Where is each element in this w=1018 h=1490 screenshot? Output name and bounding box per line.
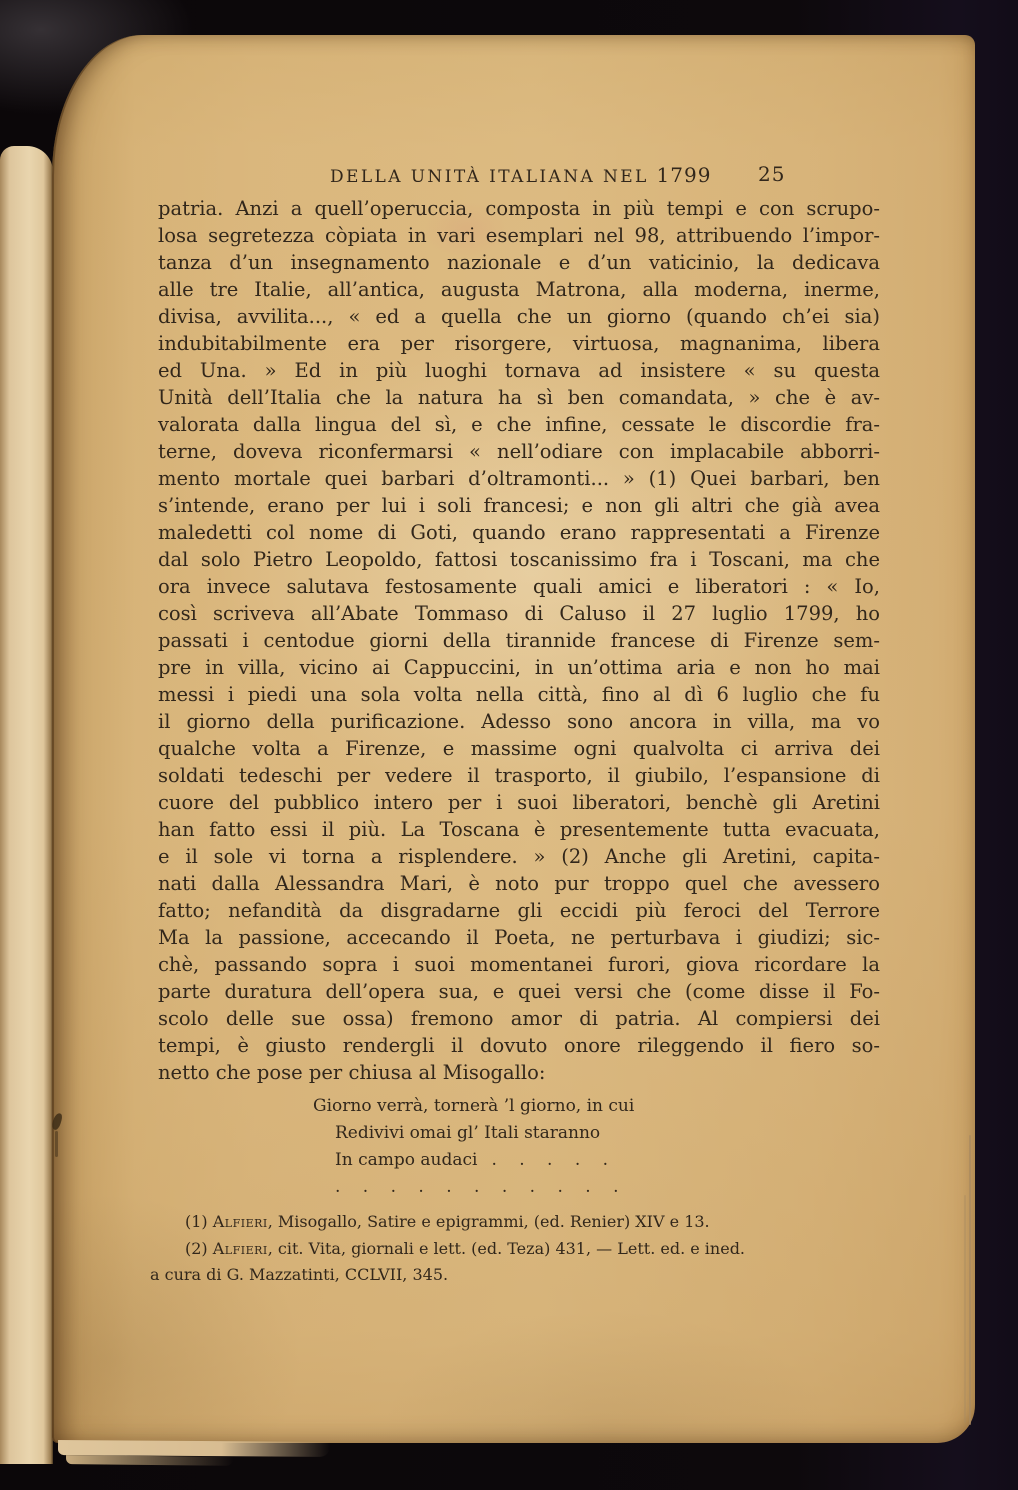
text-segment: valorata dalla lingua del	[158, 413, 435, 436]
text-line	[158, 762, 880, 789]
text-line	[335, 1147, 880, 1174]
text-line	[158, 276, 880, 303]
text-segment: passati i centodue giorni della tirannide francese di Firenze sem-	[158, 629, 880, 652]
main-paragraph	[158, 195, 880, 1086]
italic-text: Lett. ed. e ined.	[617, 1238, 746, 1258]
text-segment: )	[386, 1007, 411, 1030]
italic-text: inerme	[804, 278, 874, 301]
text-segment: nati dalla Alessandra Mari, è noto pur troppo quel che avessero	[158, 872, 880, 895]
text-line	[335, 1174, 880, 1201]
text-segment: , cit.	[267, 1238, 309, 1258]
text-segment: indubitabilmente	[158, 332, 348, 355]
text-segment: , ben	[823, 467, 880, 490]
text-line	[158, 1005, 880, 1032]
italic-text: Goti	[410, 521, 452, 544]
page-stack-edge-line	[964, 1195, 966, 1423]
page-stack-edge-line	[969, 1135, 971, 1425]
text-segment: (ed. Teza) 431, —	[466, 1238, 618, 1258]
text-segment: mento mortale quei barbari d’oltramonti... » (1)	[158, 467, 691, 490]
text-segment: così scriveva all’Abate Tommaso di Caluso il 27 luglio 1799, ho	[158, 602, 880, 625]
text-line	[158, 816, 880, 843]
italic-text: Misogallo:	[442, 1061, 546, 1084]
text-segment: In campo audaci	[335, 1150, 478, 1170]
text-segment: , e che infine, cessate le discordie fra-	[450, 413, 880, 436]
text-segment: Giorno verrà, tornerà ’l giorno, in cui	[313, 1096, 635, 1116]
footnotes-block	[150, 1209, 910, 1289]
text-segment: , « ed a quella che un giorno (quando ch’ei sia)	[327, 305, 880, 328]
text-segment: scolo delle	[158, 1007, 292, 1030]
page-number: 25	[758, 162, 786, 186]
text-line	[158, 411, 880, 438]
text-segment: dal solo Pietro Leopoldo, fattosi toscanissimo fra i Toscani, ma che	[158, 548, 880, 571]
text-line	[158, 465, 880, 492]
italic-text: Terrore	[805, 899, 880, 922]
text-segment: ,	[267, 1212, 278, 1231]
running-header-title	[330, 163, 711, 187]
page-edge-stack	[66, 1455, 234, 1466]
text-segment: , (ed. Renier) XIV e 13.	[523, 1212, 710, 1231]
text-segment: tempi, è giusto rendergli il dovuto onore rileggendo il fiero so-	[158, 1034, 880, 1057]
text-segment: . Al compiersi dei	[674, 1007, 881, 1030]
text-line	[158, 681, 880, 708]
text-line	[158, 492, 880, 519]
text-segment: e d’un vaticinio, la dedicava	[541, 251, 880, 274]
italic-text: sì	[434, 413, 451, 436]
text-line	[158, 1059, 880, 1086]
text-line	[158, 330, 880, 357]
text-line	[150, 1209, 910, 1236]
text-line	[158, 897, 880, 924]
text-line	[158, 303, 880, 330]
text-segment: , all’antica,	[305, 278, 441, 301]
text-segment: , quando erano rappresentati a Firenze	[451, 521, 880, 544]
header-year: 1799	[656, 163, 712, 187]
text-line	[158, 222, 880, 249]
text-segment: Ma la passione, accecando il Poeta, ne perturbava i giudizi; sic-	[158, 926, 880, 949]
text-segment: pre in villa, vicino ai Cappuccini, in un’ottima aria e non ho mai	[158, 656, 880, 679]
text-line	[158, 870, 880, 897]
text-segment: cuore del pubblico intero per i suoi liberatori, benchè gli Aretini	[158, 791, 880, 814]
text-segment: netto che pose per chiusa al	[158, 1061, 443, 1084]
text-segment: parte duratura dell’opera sua, e quei versi che (come disse il Fo-	[158, 980, 880, 1003]
text-segment: han fatto essi il più. La Toscana è presentemente tutta evacuata,	[158, 818, 880, 841]
book-page	[52, 35, 975, 1443]
italic-text: fremono amor di patria	[410, 1007, 675, 1030]
text-segment: maledetti col nome di	[158, 521, 411, 544]
text-line	[158, 843, 880, 870]
text-line	[158, 546, 880, 573]
text-segment: ed Una. » Ed in più luoghi tornava ad insistere « su questa	[158, 359, 880, 382]
facing-page-edge	[0, 146, 53, 1464]
italic-text: sue ossa	[291, 1007, 387, 1030]
text-segment: ora invece salutava festosamente quali amici e liberatori : « Io,	[158, 575, 880, 598]
text-line	[158, 384, 880, 411]
text-line	[335, 1120, 880, 1147]
text-line	[158, 1032, 880, 1059]
italic-text: augusta Matrona	[440, 278, 621, 301]
text-line	[158, 357, 880, 384]
ellipsis-dots: . . . . .	[491, 1150, 609, 1170]
text-line	[158, 600, 880, 627]
text-line	[313, 1093, 880, 1120]
text-line	[158, 924, 880, 951]
smallcaps-text: Alfieri	[212, 1238, 268, 1258]
gutter-blemish	[51, 1112, 63, 1131]
text-line	[158, 627, 880, 654]
text-line	[158, 249, 880, 276]
text-segment: e il sole vi torna a risplendere. » (2) Anche gli	[158, 845, 723, 868]
text-segment: losa segretezza còpiata in vari esemplari nel 98, attribuendo l’impor-	[158, 224, 880, 247]
running-header	[52, 163, 975, 193]
italic-text: alle tre Italie	[158, 278, 306, 301]
italic-text: era	[347, 332, 381, 355]
text-line	[158, 573, 880, 600]
text-segment: tanza d’un insegnamento	[158, 251, 447, 274]
text-segment: Unità dell’Italia che la natura ha sì ben comandata, » che è av-	[158, 386, 880, 409]
text-line	[158, 951, 880, 978]
text-segment: , composta in più tempi e con scrupo-	[467, 197, 880, 220]
text-line	[150, 1262, 910, 1289]
italic-text: Vita, giornali e lett.	[308, 1238, 467, 1258]
italic-text: nazionale	[447, 251, 542, 274]
text-line	[158, 978, 880, 1005]
ellipsis-dots: . . . . . . . . . . .	[335, 1177, 619, 1197]
text-segment: qualche volta a Firenze, e massime ogni qualvolta ci arriva dei	[158, 737, 880, 760]
text-segment: (2)	[185, 1238, 213, 1258]
text-segment: a cura di G. Mazzatinti, CCLVII, 345.	[150, 1265, 449, 1284]
text-segment: (1)	[185, 1212, 213, 1231]
text-segment: s’intende, erano per lui i soli francesi; e non gli altri che già avea	[158, 494, 880, 517]
text-segment: soldati tedeschi per vedere il trasporto, il giubilo, l’espansione di	[158, 764, 880, 787]
italic-text: fatto;	[158, 899, 211, 922]
text-line	[158, 195, 880, 222]
text-segment: chè, passando sopra i suoi momentanei furori, giova ricordare la	[158, 953, 880, 976]
text-segment: patria. Anzi a quell’	[158, 197, 370, 220]
text-line	[158, 735, 880, 762]
text-line	[158, 654, 880, 681]
header-title-text: DELLA UNITÀ ITALIANA NEL	[330, 167, 649, 187]
italic-text: divisa, avvilita...	[158, 305, 328, 328]
gutter-crease-mark	[55, 1131, 58, 1157]
italic-text: Quei barbari	[690, 467, 824, 490]
text-segment: terne, doveva riconfermarsi « nell’odiare con implacabile abborri-	[158, 440, 880, 463]
italic-text: operuccia	[369, 197, 468, 220]
sonnet-verse-block	[158, 1093, 880, 1201]
text-line	[158, 519, 880, 546]
text-segment: nefandità da disgradarne gli eccidi più feroci del	[210, 899, 806, 922]
text-line	[158, 789, 880, 816]
smallcaps-text: Alfieri	[212, 1212, 268, 1231]
text-line	[158, 708, 880, 735]
text-segment: il giorno della purificazione. Adesso sono ancora in villa, ma vo	[158, 710, 880, 733]
text-line	[150, 1236, 910, 1263]
text-segment: per risorgere, virtuosa, magnanima, libera	[380, 332, 880, 355]
page-edge-stack	[58, 1440, 330, 1457]
text-segment: , capita-	[790, 845, 880, 868]
text-segment: messi i piedi una sola volta nella città, fino al dì 6 luglio che fu	[158, 683, 880, 706]
italic-text: Aretini	[722, 845, 791, 868]
text-segment: Redivivi omai gl’ Itali staranno	[335, 1123, 601, 1143]
italic-text: Misogallo, Satire e epigrammi	[277, 1212, 524, 1231]
text-segment: ,	[873, 278, 880, 301]
text-segment: , alla moderna,	[620, 278, 805, 301]
text-line	[158, 438, 880, 465]
